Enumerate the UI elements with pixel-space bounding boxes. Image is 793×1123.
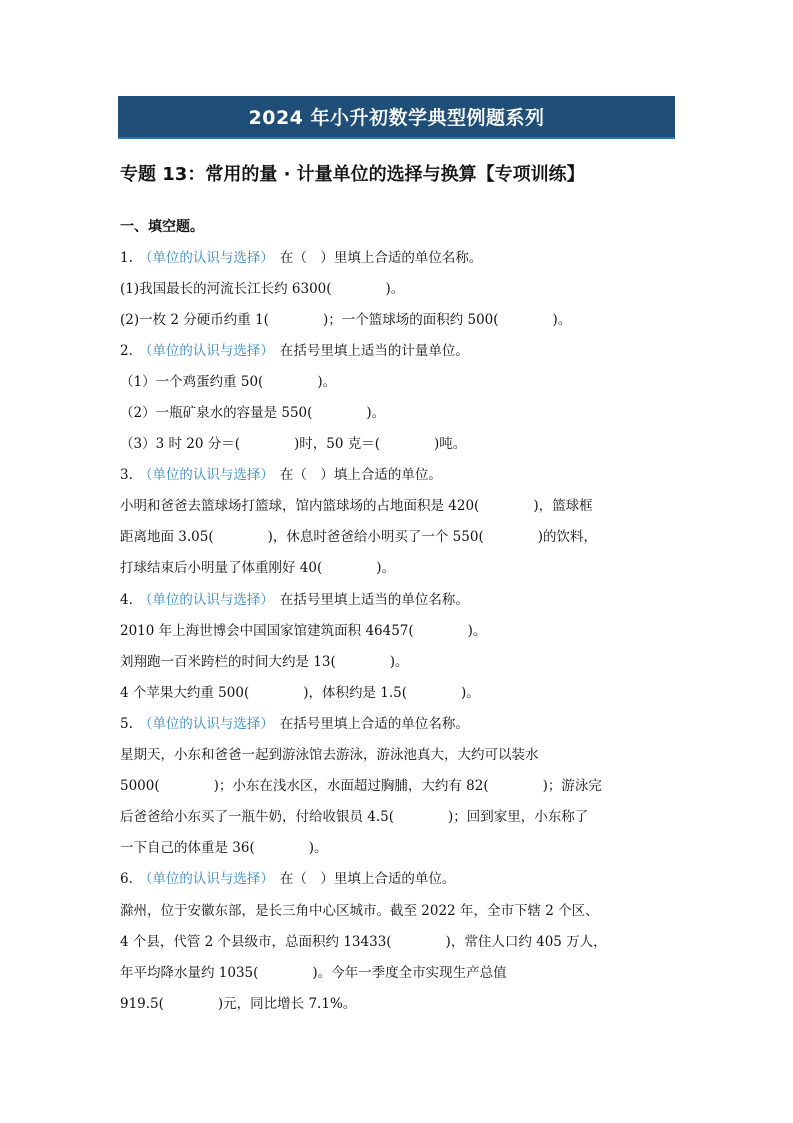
question-3-line-3: 打球结束后小明量了体重刚好 40( )。	[120, 560, 396, 576]
question-tag: （单位的认识与选择）	[138, 250, 274, 266]
banner-title: 2024 年小升初数学典型例题系列	[248, 107, 545, 129]
question-2-line-2: （2）一瓶矿泉水的容量是 550( )。	[120, 405, 386, 421]
question-1-line-1: (1)我国最长的河流长江长约 6300( )。	[120, 281, 405, 297]
question-tag: （单位的认识与选择）	[138, 716, 274, 732]
question-2-header	[120, 342, 469, 360]
question-tag: （单位的认识与选择）	[138, 592, 274, 608]
section-heading: 一、填空题。	[120, 219, 204, 235]
question-5-line-4: 一下自己的体重是 36( )。	[120, 840, 328, 856]
question-5-line-1: 星期天，小东和爸爸一起到游泳馆去游泳，游泳池真大，大约可以装水	[120, 747, 539, 763]
question-5-header	[120, 715, 469, 733]
question-prompt: 在括号里填上适当的单位名称。	[279, 592, 469, 608]
question-5-line-3: 后爸爸给小东买了一瓶牛奶，付给收银员 4.5( )；回到家里，小东称了	[120, 809, 589, 825]
question-4-line-2: 刘翔跑一百米跨栏的时间大约是 13( )。	[120, 654, 409, 670]
question-number: 2.	[120, 343, 133, 359]
question-prompt: 在（ ）里填上合适的单位。	[279, 871, 456, 887]
question-4-line-1: 2010 年上海世博会中国国家馆建筑面积 46457( )。	[120, 623, 487, 639]
question-6-line-2: 4 个县，代管 2 个县级市，总面积约 13433( )，常住人口约 405 万人，	[120, 934, 607, 950]
question-4-header	[120, 591, 469, 609]
question-tag: （单位的认识与选择）	[138, 467, 274, 483]
question-prompt: 在括号里填上合适的单位名称。	[279, 716, 469, 732]
question-6-header	[120, 870, 455, 888]
topic-title: 专题 13：常用的量 · 计量单位的选择与换算【专项训练】	[120, 164, 585, 185]
question-number: 5.	[120, 716, 133, 732]
question-5-line-2: 5000( )；小东在浅水区，水面超过胸脯，大约有 82( )；游泳完	[120, 778, 602, 794]
question-6-line-4: 919.5( )元，同比增长 7.1%。	[120, 996, 357, 1012]
question-prompt: 在（ ）填上合适的单位。	[279, 467, 442, 483]
question-number: 1.	[120, 250, 133, 266]
question-3-header	[120, 466, 442, 484]
question-number: 4.	[120, 592, 133, 608]
question-1-line-2: (2)一枚 2 分硬币约重 1( )；一个篮球场的面积约 500( )。	[120, 312, 572, 328]
question-3-line-1: 小明和爸爸去篮球场打篮球，馆内篮球场的占地面积是 420( )，篮球框	[120, 498, 593, 514]
question-4-line-3: 4 个苹果大约重 500( )，体积约是 1.5( )。	[120, 685, 480, 701]
question-3-line-2: 距离地面 3.05( )，休息时爸爸给小明买了一个 550( )的饮料，	[120, 529, 597, 545]
question-tag: （单位的认识与选择）	[138, 871, 274, 887]
question-6-line-1: 滁州，位于安徽东部，是长三角中心区城市。截至 2022 年，全市下辖 2 个区、	[120, 903, 599, 919]
question-2-line-1: （1）一个鸡蛋约重 50( )。	[120, 374, 337, 390]
question-6-line-3: 年平均降水量约 1035( )。今年一季度全市实现生产总值	[120, 965, 507, 981]
series-banner	[118, 96, 675, 139]
question-number: 6.	[120, 871, 133, 887]
question-number: 3.	[120, 467, 133, 483]
question-prompt: 在括号里填上适当的计量单位。	[279, 343, 469, 359]
question-tag: （单位的认识与选择）	[138, 343, 274, 359]
question-2-line-3: （3）3 时 20 分＝( )时，50 克＝( )吨。	[120, 436, 467, 452]
question-1-header	[120, 249, 482, 267]
question-prompt: 在（ ）里填上合适的单位名称。	[279, 250, 483, 266]
